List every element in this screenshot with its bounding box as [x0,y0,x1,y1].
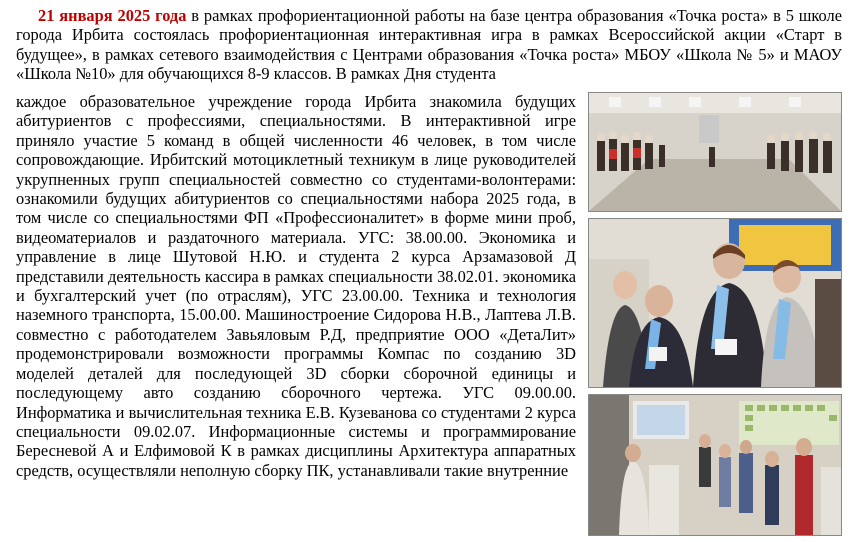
article-intro-text: в рамках профориентационной работы на базе центра образования «Точка роста» в 5 школе города Ирбита состоялась профориентационная интерактивная игра в рамках Всероссийской акции «Старт в будущее», в рамках сетевого взаимодействия с Центрами образования «Точка роста» МБОУ «Школа № 5» и МАОУ «Школа №10» для обучающихся 8-9 классов. В рамках Дня студента [16,6,842,84]
article-date: 21 января 2025 года [38,6,187,25]
classroom-photo [588,394,842,536]
article-intro [16,6,842,84]
hall-group-photo [588,92,842,212]
article-body: каждое образовательное учреждение города Ирбита знакомила будущих абитуриентов с профессиями, специальностями. В интерактивной игре приняло участие 5 команд в общей численности 46 человек, в том числе сопровождающие. Ирбитский мотоциклетный техникум в лице руководителей укрупненных групп специальностей совместно со студентами-волонтерами: ознакомили будущих абитуриентов со специальностями набора 2025 года, в том числе со специальностями ФП «Профессионалитет» в форме мини проб, видеоматериалов и раздаточного материала. УГС: 38.00.00. Экономика и управление в лице Шутовой Н.Ю. и студента 2 курса Арзамазовой Д представили деятельность кассира в рамках специальности 38.02.01. экономика и бухгалтерский учет (по отраслям), УГС 23.00.00. Техника и технология наземного транспорта, 15.00.00. Машиностроение Сидорова Н.В., Лаптева Л.В. совместно с работодателем Завьяловым Р.Д, предприятие ООО «ДетаЛит» продемонстрировали возможности программы Компас по созданию 3D моделей деталей для последующей 3D сборки сборочной единицы и последующему авто созданию сборочного чертежа. УГС 09.00.00. Информатика и вычислительная техника Е.В. Кузеванова со студентами 2 курса специальности 09.02.07. Информационные системы и программирование Бересневой А и Елфимовой К в рамках дисциплины Архитектура аппаратных средств, осуществляли неполную сборку ПК, устанавливали такие внутренние [16,92,576,480]
teachers-portrait-photo [588,218,842,388]
